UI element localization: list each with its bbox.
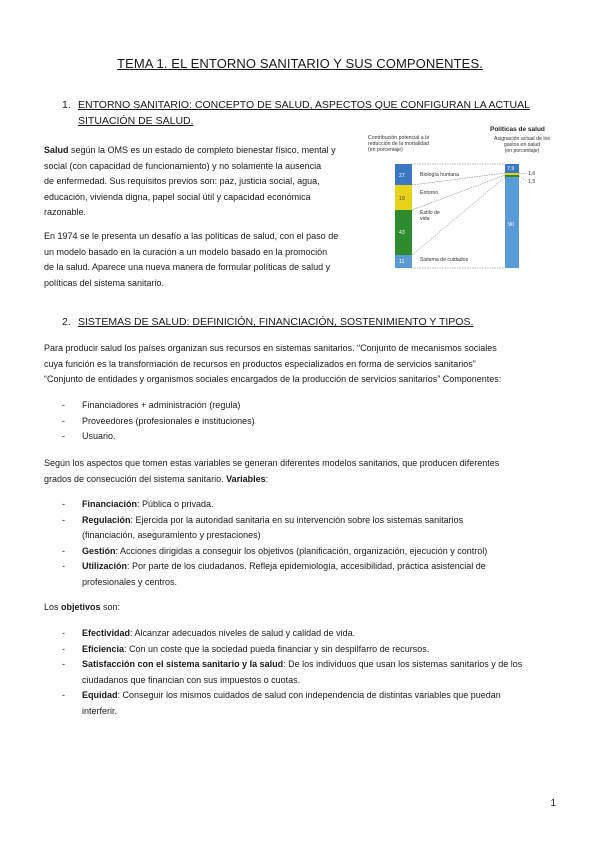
list-item-term: Equidad — [82, 690, 118, 701]
text-line: Para producir salud los países organizan sus recursos en sistemas sanitarios. “Conjunto de mecanismos sociales — [44, 343, 497, 353]
text-line: un modelo basado en la curación a un modelo basado en la promoción — [44, 246, 328, 257]
list-item: - Efectividad: Alcanzar adecuados niveles de salud y calidad de vida. — [62, 628, 356, 638]
left-value-entorno: 19 — [399, 196, 405, 202]
text-line: “Conjunto de entidades y organismos sociales encargados de la producción de servicios sanitarios” Componentes: — [44, 374, 502, 385]
right-value-estilo: 1,5 — [528, 179, 536, 185]
right-caption — [484, 136, 560, 154]
left-value-estilo: 43 — [399, 230, 405, 236]
list-item-text: profesionales y centros. — [82, 576, 178, 587]
text-line: grados de consecución del sistema sanitario. — [44, 473, 224, 484]
caption-line: (en porcentaje) — [368, 147, 403, 153]
text-punct: : — [265, 473, 269, 484]
list-item-term: Utilización — [82, 561, 128, 572]
list-item-text: : Alcanzar adecuados niveles de salud y calidad de vida. — [130, 628, 356, 638]
variables-list — [44, 497, 566, 591]
right-bar-entorno — [505, 173, 519, 175]
paragraph-salud — [44, 143, 366, 221]
left-value-sistema: 11 — [399, 259, 405, 265]
left-caption — [368, 135, 458, 153]
paragraph-variables — [44, 456, 564, 487]
list-item-text: : Conseguir los mismos cuidados de salud con independencia de distintas variables que puedan — [117, 690, 501, 701]
section-2-heading-text: SISTEMAS DE SALUD: DEFINICIÓN, FINANCIACIÓN, SOSTENIMIENTO Y TIPOS. — [78, 316, 474, 328]
list-item-text: (financiación, aseguramiento y prestaciones) — [82, 530, 261, 541]
text-line: social (con capacidad de funcionamiento) y no solamente la ausencia — [44, 160, 322, 171]
list-item: - Regulación: Ejercida por la autoridad sanitaria en su intervención sobre los sistemas sanitarios (financiación, aseguramiento y prestaciones) — [62, 514, 464, 541]
section-1-heading-line-2: SITUACIÓN DE SALUD. — [78, 115, 194, 127]
list-item-text: Proveedores (profesionales e instituciones) — [82, 415, 255, 426]
text-line: de la salud. Aparece una nueva manera de formular políticas de salud y — [44, 262, 331, 273]
caption-line: gastos en salud — [503, 142, 541, 148]
label-sistema: Sistema de cuidados — [420, 257, 469, 263]
health-policy-figure — [366, 127, 562, 273]
right-value-sistema: 90 — [508, 222, 514, 228]
page-number: 1 — [550, 798, 556, 809]
section-1-number: 1. — [62, 99, 71, 111]
list-item-text: interferir. — [82, 705, 118, 716]
text-line: educación, vivienda digna, papel social útil y capacidad económica — [44, 191, 311, 202]
text-line: cuya función es la transformación de recursos en productos especializados en forma de servicios sanitarios” — [44, 358, 476, 369]
list-item-text: : Acciones dirigidas a conseguir los objetivos (planificación, organización, ejecución y control) — [115, 545, 488, 556]
list-item: - Eficiencia: Con un coste que la sociedad pueda financiar y sin despilfarro de recursos. — [62, 643, 430, 654]
text-line: de enfermedad. Sus requisitos previos son: paz, justicia social, agua, — [44, 176, 320, 187]
text-line: según la OMS es un estado de completo bienestar físico, mental y — [68, 145, 336, 155]
text-line: En 1974 se le presenta un desafío a las políticas de salud, con el paso de — [44, 231, 339, 241]
variables-term: Variables — [226, 473, 266, 484]
text-line: razonable. — [44, 207, 87, 218]
list-item-text: Usuario. — [82, 431, 116, 442]
text-fragment: Los — [44, 602, 62, 612]
list-item-term: Satisfacción con el sistema sanitario y la salud — [82, 659, 284, 670]
list-item-term: Gestión — [82, 545, 116, 556]
document-title: TEMA 1. EL ENTORNO SANITARIO Y SUS COMPONENTES. — [117, 56, 483, 71]
left-value-biologia: 27 — [399, 173, 405, 179]
list-item: - Equidad: Conseguir los mismos cuidados de salud con independencia de distintas variables que puedan interferir. — [62, 690, 501, 716]
components-list — [44, 398, 564, 445]
caption-line: Asignación actual de los — [494, 136, 550, 142]
text-line: políticas del sistema sanitario. — [44, 277, 165, 288]
list-item-term: Financiación — [82, 499, 138, 509]
list-item: - Financiadores + administración (regula) — [62, 400, 241, 410]
label-biologia: Biología humana — [420, 172, 459, 178]
caption-line: Contribución potencial a la — [368, 135, 430, 141]
label-entorno: Entorno — [420, 190, 439, 196]
list-item-term: Eficiencia — [82, 643, 125, 654]
paragraph-1974 — [44, 229, 366, 291]
list-item: - Financiación: Pública o privada. — [62, 499, 214, 509]
list-item: - Satisfacción con el sistema sanitario y la salud: De los individuos que usan los sistemas sanitarios y de los ciudadanos que financian con sus impuestos o cuotas. — [62, 659, 523, 685]
objetivos-term: objetivos — [61, 602, 101, 612]
list-item-text: : De los individuos que usan los sistemas sanitarios y de los — [283, 659, 523, 670]
list-item-text: ciudadanos que financian con sus impuestos o cuotas. — [82, 674, 301, 685]
list-item-text: : Pública o privada. — [137, 499, 214, 509]
list-item-text: : Ejercida por la autoridad sanitaria en su intervención sobre los sistemas sanitarios — [130, 514, 464, 525]
section-1-heading — [62, 98, 562, 130]
label-estilo: Estilo de vida — [420, 210, 440, 222]
objectives-list — [44, 626, 566, 720]
paragraph-sistemas — [44, 341, 564, 388]
section-2-number: 2. — [62, 316, 71, 328]
list-item: - Gestión: Acciones dirigidas a conseguir los objetivos (planificación, organización, ejecución y control) — [62, 545, 488, 556]
list-item-term: Regulación — [82, 514, 131, 525]
figure-title: Políticas de salud — [490, 126, 545, 133]
text-fragment: son: — [100, 602, 121, 612]
right-value-entorno: 1,6 — [528, 171, 536, 177]
list-item: - Proveedores (profesionales e instituciones) — [62, 415, 255, 426]
salud-term: Salud — [44, 145, 69, 155]
section-2-heading — [62, 315, 562, 331]
caption-line: (en porcentaje) — [504, 148, 540, 154]
text-line: Según los aspectos que tomen estas variables se generan diferentes modelos sanitarios, que producen diferentes — [44, 458, 500, 468]
list-item-text: : Con un coste que la sociedad pueda financiar y sin despilfarro de recursos. — [124, 643, 430, 654]
list-item-term: Efectividad — [82, 628, 131, 638]
paragraph-objetivos — [44, 600, 564, 616]
right-value-biologia: 7,9 — [507, 166, 515, 172]
right-bar-estilo — [505, 175, 519, 177]
list-item-text: : Por parte de los ciudadanos. Refleja epidemiología, accesibilidad, práctica asistencial de — [127, 561, 486, 572]
list-item: - Usuario. — [62, 431, 116, 442]
caption-line: reducción de la mortalidad — [368, 141, 429, 147]
section-1-heading-line-1: ENTORNO SANITARIO: CONCEPTO DE SALUD, ASPECTOS QUE CONFIGURAN LA ACTUAL — [78, 99, 530, 111]
list-item-text: Financiadores + administración (regula) — [82, 400, 241, 410]
list-item: - Utilización: Por parte de los ciudadanos. Refleja epidemiología, accesibilidad, práctica asistencial de profesionales y centros. — [62, 561, 486, 587]
